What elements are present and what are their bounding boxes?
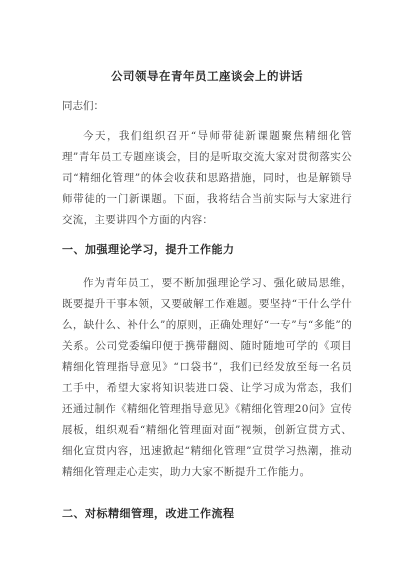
salutation: 同志们： [62,100,104,112]
section-2-heading: 二、对标精细管理，改进工作流程 [62,507,235,520]
section-1-paragraph: 作为青年员工，要不断加强理论学习、强化破局思维，既要提升干事本领，又要破解工作难题。要坚持“干什么学什么，缺什么、补什么”的原则，正确处理好“一专”与“多能”的关系。公司党委编印便于携带翻阅、随时随地可学的《项目精细化管理指导意见》“口袋书”，我们已经发放至每一名员工手中，希望大家将知识装进口袋、让学习成为常态，我们还通过制作《精细化管理指导意见》《精细化管理20问》宣传展板，组织观看“精细化管理面对面”视频，创新宣贯方式、细化宣贯内容，迅速掀起“精细化管理”宣贯学习热潮，推动精细化管理走心走实，助力大家不断提升工作能力。 [62,277,352,478]
section-1-heading: 一、加强理论学习，提升工作能力 [62,243,235,256]
document-title: 公司领导在青年员工座谈会上的讲话 [111,69,303,83]
intro-paragraph: 今天，我们组织召开“导师带徒新课题聚焦精细化管理”青年员工专题座谈会，目的是听取交流大家对贯彻落实公司“精细化管理”的体会收获和思路措施，同时，也是解锁导师带徒的一门新课题。下面，我将结合当前实际与大家进行交流，主要讲四个方面的内容： [62,130,352,226]
